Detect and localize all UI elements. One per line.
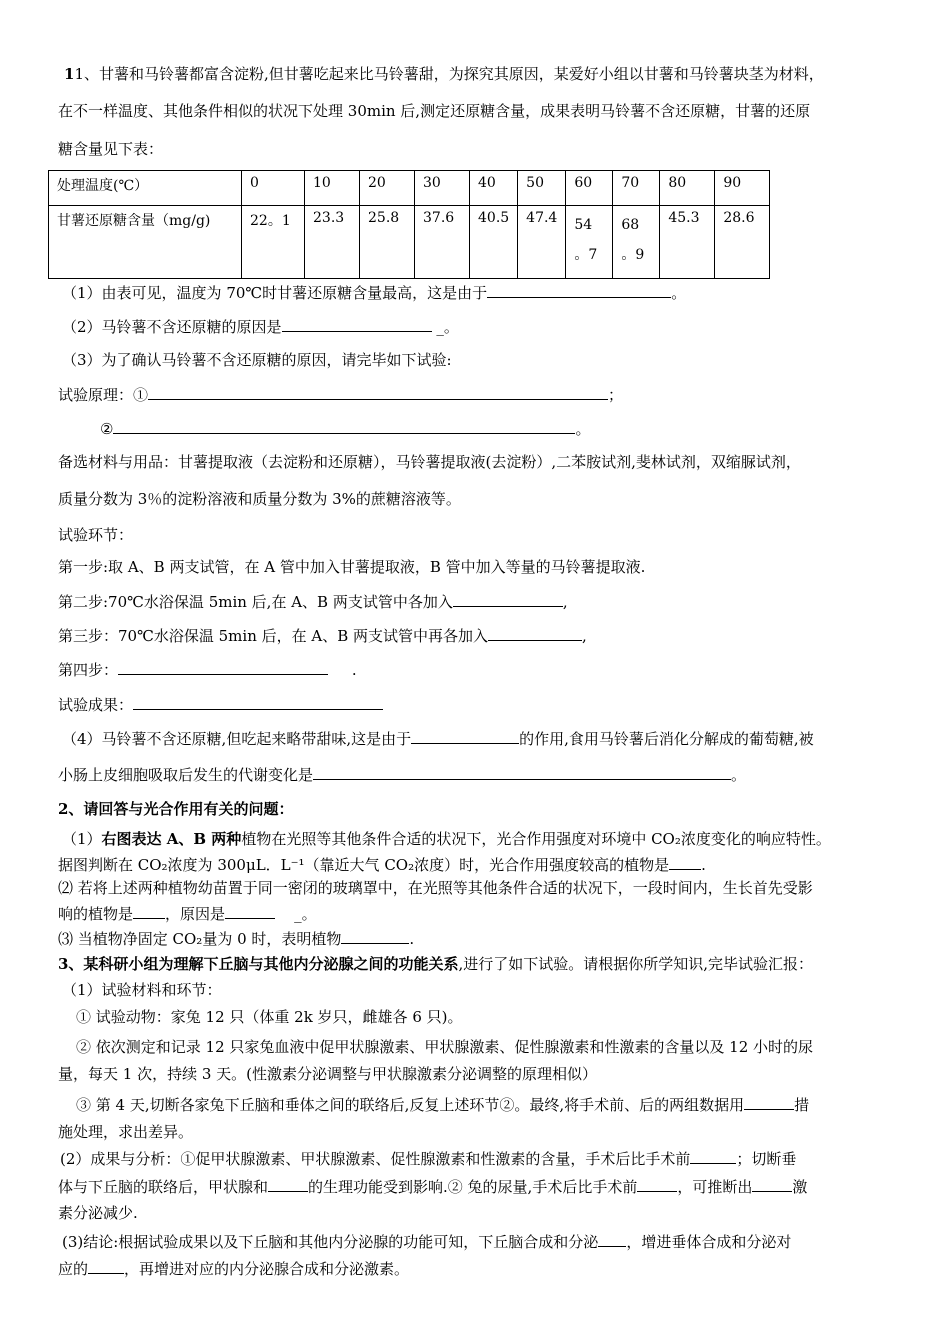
q3-s2-line1: (2）成果与分析：①促甲状腺激素、甲状腺激素、促性腺激素和性激素的含量，手术后比手术前 ；切断垂 [60,1150,797,1168]
q3-s3-line1: (3)结论:根据试验成果以及下丘脑和其他内分泌腺的功能可知，下丘脑合成和分泌 ，增进垂体合成和分泌对 [62,1233,792,1251]
table-cell: 50 [518,171,566,206]
table-cell: 37.6 [415,206,470,279]
table-cell: 30 [415,171,470,206]
table-cell: 20 [360,171,415,206]
answer-blank[interactable] [133,694,383,710]
table-cell: 28.6 [715,206,770,279]
q3-s1-c-line1: ③ 第 4 天,切断各家兔下丘脑和垂体之间的联络后,反复上述环节②。最终,将手术前、后的两组数据用 措 [76,1096,810,1114]
q1-steps-title: 试验环节： [58,526,134,544]
table-cell: 80 [660,171,715,206]
table-header-temp: 处理温度(℃） [49,171,242,206]
q1-result: 试验成果： [58,694,383,715]
q3-s2-line3: 素分泌减少. [58,1204,138,1222]
answer-blank[interactable] [598,1231,626,1247]
q1-step2: 第二步:70℃水浴保温 5min 后,在 A、B 两支试管中各加入 , [58,593,568,611]
answer-blank[interactable] [313,764,731,780]
q2-title: 2、请回答与光合作用有关的问题： [58,800,294,818]
table-header-sugar: 甘薯还原糖含量（mg/g) [49,206,242,279]
q2-part2-line2: 响的植物是 ，原因是 _。 [58,905,317,923]
answer-blank[interactable] [690,1148,736,1164]
q3-s1-b-line1: ② 依次测定和记录 12 只家兔血液中促甲状腺激素、甲状腺激素、促性腺激素和性激素的含量以及 12 小时的尿 [76,1038,814,1056]
table-cell: 10 [305,171,360,206]
sugar-content-table [48,170,770,279]
answer-blank[interactable] [453,591,563,607]
q1-materials-line1: 备选材料与用品：甘薯提取液（去淀粉和还原糖），马铃薯提取液(去淀粉）,二苯胺试剂,斐林试剂，双缩脲试剂， [58,453,801,471]
answer-blank[interactable] [637,1176,677,1192]
answer-blank[interactable] [744,1094,794,1110]
answer-blank[interactable] [113,418,575,434]
q3-s3-line2: 应的 ，再增进对应的内分泌腺合成和分泌激素。 [58,1260,410,1278]
q3-s2-line2: 体与下丘脑的联络后，甲状腺和 的生理功能受到影响.② 兔的尿量,手术后比手术前 ，可推断出 激 [58,1178,808,1196]
q3-s1-b-line2: 量，每天 1 次，持续 3 天。(性激素分泌调整与甲状腺激素分泌调整的原理相似） [58,1065,598,1083]
answer-blank[interactable] [88,1258,124,1274]
q2-part3: ⑶ 当植物净固定 CO₂量为 0 时，表明植物 . [58,930,415,948]
answer-blank[interactable] [225,903,275,919]
q1-step1: 第一步:取 A、B 两支试管，在 A 管中加入甘薯提取液，B 管中加入等量的马铃薯提取液. [58,558,646,576]
answer-blank[interactable] [148,384,608,400]
q2-part1-line1: （1）右图表达 A、B 两种植物在光照等其他条件合适的状况下，光合作用强度对环境中 CO₂浓度变化的响应特性。 [62,830,831,848]
q1-intro-line1: 11、甘薯和马铃薯都富含淀粉,但甘薯吃起来比马铃薯甜，为探究其原因，某爱好小组以甘薯和马铃薯块茎为材料， [64,65,824,83]
table-row [49,206,770,279]
q2-part1-line2: 据图判断在 CO₂浓度为 300μL．L⁻¹（靠近大气 CO₂浓度）时，光合作用强度较高的植物是 . [58,856,706,874]
q3-s1: （1）试验材料和环节： [62,981,222,999]
q3-s1-c-line2: 施处理，求出差异。 [58,1123,194,1141]
q1-principle1: 试验原理：① ； [58,386,624,404]
q1-part3: （3）为了确认马铃薯不含还原糖的原因，请完毕如下试验: [62,351,452,369]
table-cell: 23.3 [305,206,360,279]
answer-blank[interactable] [488,625,582,641]
answer-blank[interactable] [341,928,409,944]
table-cell: 22。1 [242,206,305,279]
table-cell: 70 [613,171,660,206]
table-cell: 54 。7 [566,206,613,279]
answer-blank[interactable] [487,282,671,298]
q1-intro-line2: 在不一样温度、其他条件相似的状况下处理 30min 后,测定还原糖含量，成果表明马铃薯不含还原糖，甘薯的还原 [58,102,811,120]
answer-blank[interactable] [282,316,432,332]
q1-part4-line2: 小肠上皮细胞吸取后发生的代谢变化是 。 [58,766,747,784]
q1-part1: （1）由表可见，温度为 70℃时甘薯还原糖含量最高，这是由于 。 [62,284,687,302]
answer-blank[interactable] [118,659,328,675]
table-cell: 45.3 [660,206,715,279]
table-cell: 40.5 [470,206,518,279]
q3-s1-a: ① 试验动物：家兔 12 只（体重 2k 岁只，雌雄各 6 只)。 [76,1008,463,1026]
q3-title: 3、某科研小组为理解下丘脑与其他内分泌腺之间的功能关系,进行了如下试验。请根据你所学知识,完毕试验汇报： [58,955,813,973]
q1-step3: 第三步：70℃水浴保温 5min 后，在 A、B 两支试管中再各加入 , [58,627,587,645]
answer-blank[interactable] [268,1176,308,1192]
answer-blank[interactable] [411,728,519,744]
table-cell: 0 [242,171,305,206]
answer-blank[interactable] [669,854,701,870]
answer-blank[interactable] [133,903,165,919]
table-cell: 47.4 [518,206,566,279]
q1-intro-line3: 糖含量见下表： [58,140,164,158]
q1-step4: 第四步： . [58,661,357,679]
table-cell: 68 。9 [613,206,660,279]
table-cell: 90 [715,171,770,206]
q1-part4-line1: （4）马铃薯不含还原糖,但吃起来略带甜味,这是由于 的作用,食用马铃薯后消化分解成的葡萄糖,被 [62,730,814,748]
table-cell: 40 [470,171,518,206]
q1-materials-line2: 质量分数为 3％的淀粉溶液和质量分数为 3%的蔗糖溶液等。 [58,490,461,508]
table-cell: 25.8 [360,206,415,279]
table-row [49,171,770,206]
q1-principle2: ② 。 [100,420,591,438]
answer-blank[interactable] [752,1176,792,1192]
q1-part2: （2）马铃薯不含还原糖的原因是 _。 [62,318,459,336]
table-cell: 60 [566,171,613,206]
q2-part2-line1: ⑵ 若将上述两种植物幼苗置于同一密闭的玻璃罩中，在光照等其他条件合适的状况下，一段时间内，生长首先受影 [58,879,813,897]
